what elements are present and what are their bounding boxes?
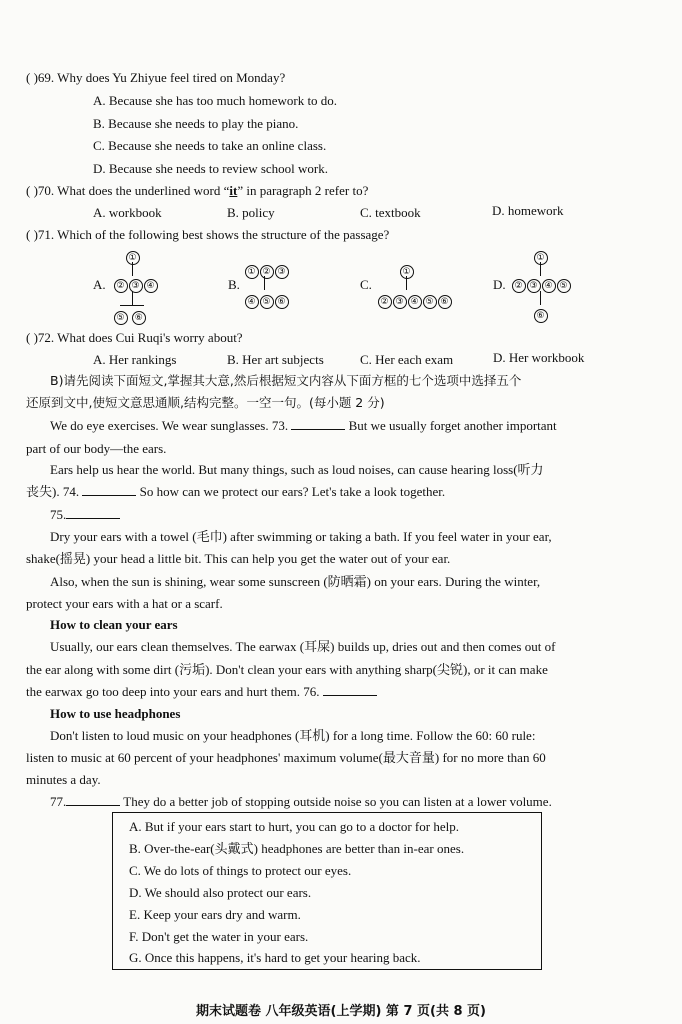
- heading-use-headphones: How to use headphones: [50, 706, 181, 721]
- blank-74[interactable]: [82, 484, 136, 496]
- q72-option-a: A. Her rankings: [93, 352, 177, 367]
- blank-75[interactable]: [66, 507, 120, 519]
- section-b-instruction-1: B)请先阅读下面短文,掌握其大意,然后根据短文内容从下面方框的七个选项中选择五个: [50, 373, 522, 388]
- q70-option-c: C. textbook: [360, 205, 421, 220]
- passage-p5-line1: Also, when the sun is shining, wear some sunscreen (防晒霜) on your ears. During the winter,: [50, 574, 541, 589]
- choice-c: C. We do lots of things to protect our eyes.: [129, 863, 352, 878]
- passage-p6-line1: Usually, our ears clean themselves. The earwax (耳屎) builds up, dries out and then comes out of: [50, 639, 556, 654]
- q69-option-b: B. Because she needs to play the piano.: [93, 116, 299, 131]
- passage-p1-line2: part of our body—the ears.: [26, 441, 167, 456]
- choices-box: [112, 812, 542, 970]
- passage-p6-line3: the earwax go too deep into your ears and hurt them. 76.: [26, 684, 377, 700]
- underlined-word: it: [229, 183, 238, 198]
- q70-stem: ( )70. What does the underlined word “it” in paragraph 2 refer to?: [26, 183, 369, 198]
- choice-g: G. Once this happens, it's hard to get your hearing back.: [129, 950, 421, 965]
- q69-stem: ( )69. Why does Yu Zhiyue feel tired on Monday?: [26, 70, 286, 85]
- section-b-instruction-2: 还原到文中,使短文意思通顺,结构完整。一空一句。(每小题 2 分): [26, 395, 385, 410]
- passage-p3: 75.: [50, 507, 120, 523]
- q70-option-b: B. policy: [227, 205, 275, 220]
- q71-label-c: C.: [360, 277, 372, 292]
- choice-f: F. Don't get the water in your ears.: [129, 929, 309, 944]
- q71-label-a: A.: [93, 277, 106, 292]
- passage-p5-line2: protect your ears with a hat or a scarf.: [26, 596, 223, 611]
- q72-option-b: B. Her art subjects: [227, 352, 324, 367]
- blank-77[interactable]: [66, 794, 120, 806]
- q72-option-d: D. Her workbook: [493, 350, 585, 365]
- heading-clean-ears: How to clean your ears: [50, 617, 178, 632]
- page-footer: 期末试题卷 八年级英语(上学期) 第 7 页(共 8 页): [195, 1004, 486, 1019]
- q72-stem: ( )72. What does Cui Ruqi's worry about?: [26, 330, 243, 345]
- q71-label-d: D.: [493, 277, 506, 292]
- passage-p2-line2: 丧失). 74. So how can we protect our ears? Let's take a look together.: [26, 484, 446, 499]
- passage-p4-line1: Dry your ears with a towel (毛巾) after swimming or taking a bath. If you feel water in your ear,: [50, 529, 552, 544]
- passage-p7-line2: listen to music at 60 percent of your headphones' maximum volume(最大音量) for no more than 60: [26, 750, 546, 765]
- passage-p4-line2: shake(摇晃) your head a little bit. This can help you get the water out of your ear.: [26, 551, 451, 566]
- q72-option-c: C. Her each exam: [360, 352, 454, 367]
- choice-a: A. But if your ears start to hurt, you can go to a doctor for help.: [129, 819, 459, 834]
- q69-option-c: C. Because she needs to take an online class.: [93, 138, 327, 153]
- passage-p1-line1: We do eye exercises. We wear sunglasses. 73. But we usually forget another important: [50, 418, 557, 433]
- q69-option-a: A. Because she has too much homework to do.: [93, 93, 338, 108]
- choice-b: B. Over-the-ear(头戴式) headphones are better than in-ear ones.: [129, 841, 465, 856]
- blank-73[interactable]: [291, 418, 345, 430]
- q69-option-d: D. Because she needs to review school work.: [93, 161, 329, 176]
- blank-76[interactable]: [323, 684, 377, 696]
- passage-p7-line1: Don't listen to loud music on your headphones (耳机) for a long time. Follow the 60: 60 rule:: [50, 728, 536, 743]
- passage-p8: 77. They do a better job of stopping outside noise so you can listen at a lower volume.: [50, 794, 552, 809]
- q70-option-a: A. workbook: [93, 205, 162, 220]
- passage-p2-line1: Ears help us hear the world. But many things, such as loud noises, can cause hearing loss(听力: [50, 462, 544, 477]
- choice-d: D. We should also protect our ears.: [129, 885, 312, 900]
- q70-option-d: D. homework: [492, 203, 564, 218]
- passage-p7-line3: minutes a day.: [26, 772, 101, 787]
- passage-p6-line2: the ear along with some dirt (污垢). Don't clean your ears with anything sharp(尖锐), or it can make: [26, 662, 548, 677]
- q71-label-b: B.: [228, 277, 240, 292]
- q71-stem: ( )71. Which of the following best shows the structure of the passage?: [26, 227, 390, 242]
- exam-page: ( )69. Why does Yu Zhiyue feel tired on Monday? A. Because she has too much homework to do. B. Because she needs to play the piano. C. Because she needs to take an online class. D. Because she needs to review school work. ( )70. What does the underlined word “it” in paragraph 2 refer to? A. workbook B. policy C. textbook D. homework ( )71. Which of the following best shows the structure of the passage? A. ① ② ③ ④ ⑤ ⑥ B. ① ② ③ ④ ⑤ ⑥ C. ① ② ③ ④ ⑤ ⑥ D. ① ② ③ ④ ⑤ ⑥ ( )72. What does Cui Ruqi's worry about? A. Her rankings B. Her art subjects C. Her each exam D. Her workbook B)请先阅读下面短文,掌握其大意,然后根据短文内容从下面方框的七个选项中选择五个 还原到文中,使短文意思通顺,结构完整。一空一句。(每小题 2 分) We do eye exercises. We wear sunglasses. 73. But we usually forget another important part of our body—the ears. Ears help us hear the world. But many things, such as loud noises, can cause hearing loss(听力 丧失). 74. So how can we protect our ears? Let's take a look together. 75. Dry your ears with a towel (毛巾) after swimming or taking a bath. If you feel water in your ear, shake(摇晃) your head a little bit. This can help you get the water out of your ear. Also, when the sun is shining, wear some sunscreen (防晒霜) on your ears. During the winter, protect your ears with a hat or a scarf. How to clean your ears Usually, our ears clean themselves. The earwax (耳屎) builds up, dries out and then comes out of the ear along with some dirt (污垢). Don't clean your ears with anything sharp(尖锐), or it can make the earwax go too deep into your ears and hurt them. 76. How to use headphones Don't listen to loud music on your headphones (耳机) for a long time. Follow the 60: 60 rule: listen to music at 60 percent of your headphones' maximum volume(最大音量) for no more than 60 minutes a day. 77. They do a better job of stopping outside noise so you can listen at a lower volume. A. But if your ears start to hurt, you can go to a doctor for help. B. Over-the-ear(头戴式) headphones are better than in-ear ones. C. We do lots of things to protect our eyes. D. We should also protect our ears. E. Keep your ears dry and warm. F. Don't get the water in your ears. G. Once this happens, it's hard to get your hearing back. 期末试题卷 八年级英语(上学期) 第 7 页(共 8 页): [0, 0, 682, 1024]
- choice-e: E. Keep your ears dry and warm.: [129, 907, 301, 922]
